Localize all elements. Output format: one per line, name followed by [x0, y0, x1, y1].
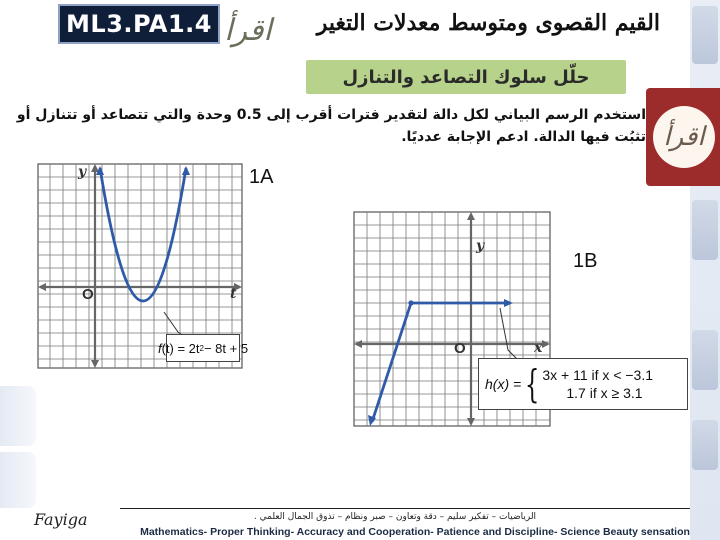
side-logo [646, 88, 720, 186]
corner-point [408, 300, 413, 305]
side-logo-emblem: اقرأ [653, 106, 715, 168]
y-axis-label-1b: y [476, 238, 485, 254]
graph-1a [36, 162, 249, 370]
y-axis-label-1a: y [78, 164, 87, 180]
footer-arabic: الرياضيات – تفكير سليم – دقة وتعاون – صبر ونظام – تذوق الجمال العلمي . [253, 512, 537, 522]
case-1: 3x + 11 if x < −3.1 [542, 367, 654, 383]
function-rest: − 8t + 5 [203, 340, 249, 356]
rail-block [692, 200, 718, 260]
left-decor-block [0, 452, 36, 508]
instructions-line-2: تثبُت فيها الدالة. ادعم الإجابة عدديًا. [401, 129, 646, 145]
instructions-line-1: استخدم الرسم البياني لكل دالة لتقدير فترات أقرب إلى 0.5 وحدة والتي تتصاعد أو تتنازل أو [16, 107, 646, 123]
case-2: 1.7 if x ≥ 3.1 [566, 385, 643, 401]
function-lhs: (t) = 2t [161, 340, 200, 356]
problem-label-1b: 1B [573, 250, 598, 272]
iqraa-logo: اقرأ [224, 12, 272, 48]
lesson-title: القيم القصوى ومتوسط معدلات التغير [316, 10, 660, 36]
right-decor-rail [690, 0, 720, 540]
function-label-1b [478, 358, 688, 410]
brace-icon: { [525, 362, 540, 406]
rail-block [692, 330, 718, 390]
function-name-f: f [157, 340, 162, 356]
left-decor-block [0, 386, 36, 446]
x-axis-label-1a: t [230, 286, 237, 302]
lesson-code: ML3.PA1.4 [58, 4, 220, 44]
instructions [6, 104, 646, 148]
rail-block [692, 420, 718, 470]
footer-divider [120, 508, 690, 509]
origin-label-1a: O [82, 286, 94, 303]
section-banner: حلّل سلوك التصاعد والتنازل [306, 60, 626, 94]
piecewise-cases [542, 366, 653, 402]
signature: Fayiga [34, 510, 88, 529]
function-name-h: h(x) = [485, 376, 522, 392]
problem-label-1a: 1A [249, 166, 274, 188]
function-label-1a [157, 334, 249, 362]
rail-block [692, 6, 718, 64]
function-exponent: 2 [199, 343, 204, 353]
x-axis-label-1b: x [534, 340, 543, 356]
footer-english: Mathematics- Proper Thinking- Accuracy and Cooperation- Patience and Discipline- Science Beauty sensation [140, 526, 690, 538]
origin-label-1b: O [454, 340, 466, 357]
